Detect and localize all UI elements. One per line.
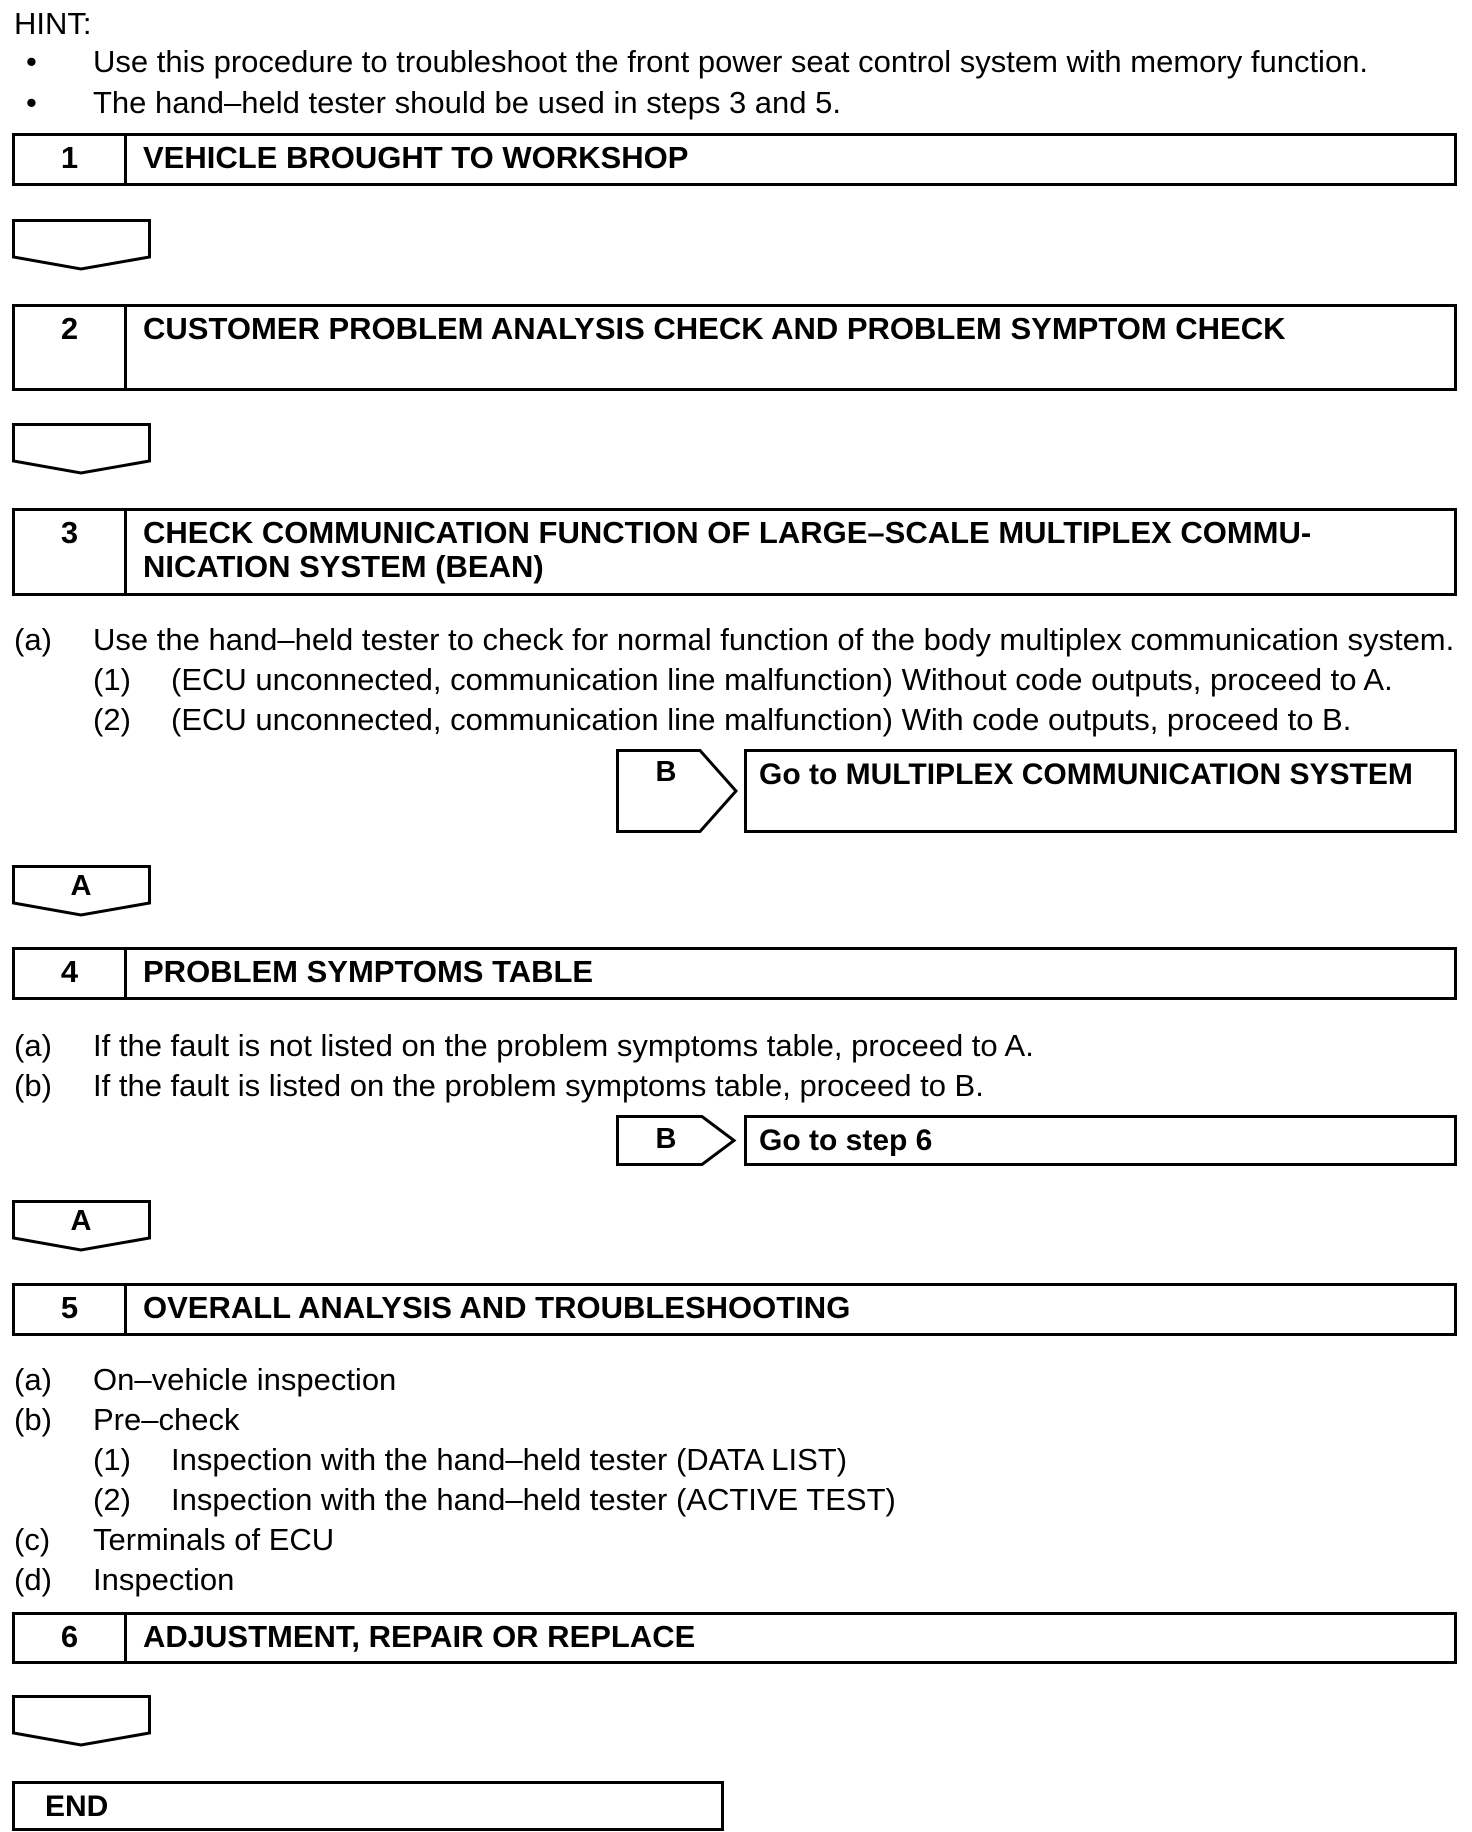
branch-b-arrow: [616, 1115, 740, 1166]
branch-label: B: [655, 1123, 677, 1155]
branch-b-destination: [744, 1115, 1457, 1166]
down-arrow-icon: [12, 1695, 152, 1747]
step-number: 2: [15, 307, 127, 388]
step-number: 6: [15, 1615, 127, 1661]
item-label: (b): [14, 1402, 52, 1437]
item-label: (a): [14, 622, 52, 657]
step-number: 4: [15, 950, 127, 997]
step-6-header: [12, 1612, 1457, 1664]
down-arrow-connector: [12, 1200, 150, 1252]
step-title-line-1: CHECK COMMUNICATION FUNCTION OF LARGE–SCALE MULTIPLEX COMMU-: [143, 515, 1312, 550]
item-label: (2): [93, 702, 131, 737]
item-label: (a): [14, 1362, 52, 1397]
item-text: Inspection: [93, 1562, 235, 1597]
down-arrow-connector: [12, 865, 150, 917]
hint-bullet-2: The hand–held tester should be used in steps 3 and 5.: [93, 85, 841, 120]
item-text: Terminals of ECU: [93, 1522, 335, 1557]
branch-b-destination: [744, 749, 1457, 833]
end-box: [12, 1781, 724, 1831]
item-text: Inspection with the hand–held tester (ACTIVE TEST): [171, 1482, 896, 1517]
item-text: On–vehicle inspection: [93, 1362, 397, 1397]
connector-label: A: [70, 1205, 92, 1237]
item-label: (b): [14, 1068, 52, 1103]
step-5-header: [12, 1283, 1457, 1336]
connector-label: A: [70, 870, 92, 902]
item-text: (ECU unconnected, communication line malfunction) With code outputs, proceed to B.: [171, 702, 1352, 737]
item-text: Inspection with the hand–held tester (DATA LIST): [171, 1442, 848, 1477]
item-label: (2): [93, 1482, 131, 1517]
step-number: 1: [15, 136, 127, 183]
step-1-header: [12, 133, 1457, 186]
step-3-header: [12, 508, 1457, 596]
item-text: Use the hand–held tester to check for normal function of the body multiplex communication system.: [93, 622, 1455, 657]
item-label: (c): [14, 1522, 51, 1557]
step-title: CUSTOMER PROBLEM ANALYSIS CHECK AND PROBLEM SYMPTOM CHECK: [143, 311, 1286, 346]
hint-label: HINT:: [14, 6, 92, 41]
down-arrow-icon: [12, 219, 152, 271]
branch-label: B: [655, 756, 677, 788]
down-arrow-connector: [12, 219, 150, 271]
hint-bullet-1: Use this procedure to troubleshoot the front power seat control system with memory function.: [93, 44, 1369, 79]
item-text: If the fault is listed on the problem symptoms table, proceed to B.: [93, 1068, 984, 1103]
item-label: (d): [14, 1562, 52, 1597]
branch-b-arrow: [616, 749, 740, 833]
end-label: END: [45, 1790, 109, 1823]
step-2-header: [12, 304, 1457, 391]
step-title: PROBLEM SYMPTOMS TABLE: [143, 954, 594, 989]
bullet-icon: •: [26, 85, 37, 120]
down-arrow-icon: [12, 423, 152, 475]
step-4-header: [12, 947, 1457, 1000]
item-label: (1): [93, 1442, 131, 1477]
branch-text: Go to step 6: [759, 1124, 933, 1157]
item-text: (ECU unconnected, communication line malfunction) Without code outputs, proceed to A.: [171, 662, 1393, 697]
item-label: (a): [14, 1028, 52, 1063]
bullet-icon: •: [26, 44, 37, 79]
step-title: VEHICLE BROUGHT TO WORKSHOP: [143, 140, 689, 175]
item-text: If the fault is not listed on the problem symptoms table, proceed to A.: [93, 1028, 1034, 1063]
item-label: (1): [93, 662, 131, 697]
step-number: 5: [15, 1286, 127, 1333]
step-title-line-2: NICATION SYSTEM (BEAN): [143, 549, 544, 584]
step-title: OVERALL ANALYSIS AND TROUBLESHOOTING: [143, 1290, 851, 1325]
branch-text: Go to MULTIPLEX COMMUNICATION SYSTEM: [759, 758, 1413, 791]
item-text: Pre–check: [93, 1402, 240, 1437]
step-number: 3: [15, 511, 127, 593]
step-title: ADJUSTMENT, REPAIR OR REPLACE: [143, 1619, 696, 1654]
down-arrow-connector: [12, 1695, 150, 1747]
down-arrow-connector: [12, 423, 150, 475]
